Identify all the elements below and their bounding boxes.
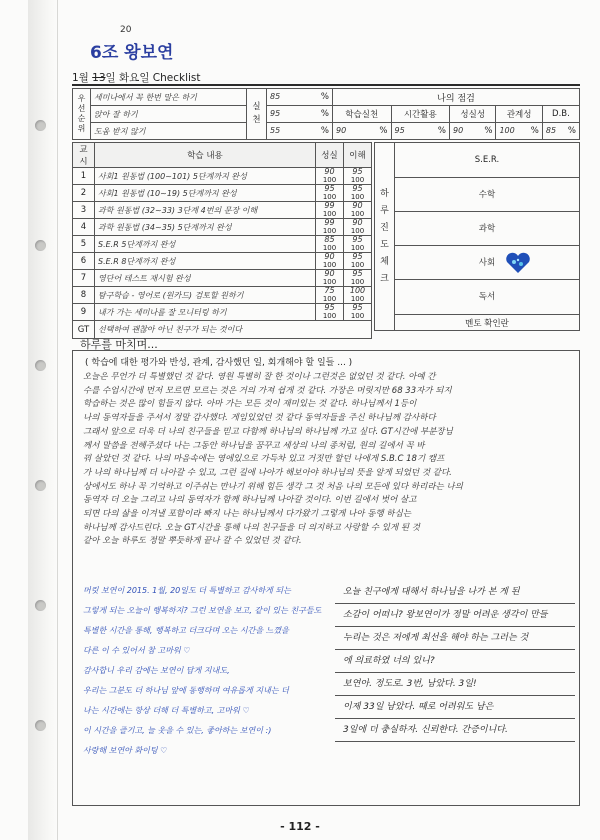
check-item: 과학 (395, 212, 579, 246)
study-content: 과학 원동법 (34~35) 5단계까지 완성 (95, 219, 316, 236)
study-row (73, 270, 372, 287)
mentor-note-line: 이제 33일 남았다. 때로 어려워도 남은 (335, 696, 575, 719)
self-check-header: 관계성 (496, 106, 542, 123)
gt-label: GT (73, 321, 95, 339)
teacher-note-line: 우리는 그분도 더 하나님 앞에 동행하며 여유롭게 지내는 더 (83, 686, 289, 695)
journal-line: 학습하는 것은 많이 힘들지 않다. 아마 가는 모든 것이 재미있는 것 같다. 하나님께서 1등이 (83, 399, 417, 410)
check-item: S.E.R. (395, 143, 579, 178)
priority-item: 도움 받지 않기 (91, 123, 247, 140)
check-item: 수학 (395, 178, 579, 212)
period-number: 2 (73, 185, 95, 202)
priority-percent: 95 % (267, 106, 333, 123)
check-item-label: 사회 (478, 258, 496, 268)
study-row (73, 287, 372, 304)
daily-check-label: 하 루 진 도 체 크 (375, 143, 395, 331)
date-label: 일 화요일 Checklist (105, 72, 201, 84)
period-number: 9 (73, 304, 95, 321)
journal-line: 하나님께 감사드린다. 오늘 GT시간을 통해 나의 친구들을 더 의지하고 사랑할 수 있게 된 것 (83, 522, 420, 533)
priority-percent: 55 % (267, 123, 333, 140)
priority-item: 앉아 잘 하기 (91, 106, 247, 123)
journal-line: 나의 동역자들을 주셔서 정말 감사했다. 게임있었던 것 같다 동역자들을 주신 하나님께 감사하다 (83, 413, 436, 424)
self-check-header: 학습실천 (333, 106, 392, 123)
study-content: 과학 원동법 (32~33) 3단계 4번의 문장 이해 (95, 202, 316, 219)
study-row (73, 185, 372, 202)
journal-text (83, 371, 571, 549)
period-number: 7 (73, 270, 95, 287)
study-row (73, 219, 372, 236)
reflection-heading: 하루를 마치며... (80, 338, 158, 351)
self-check-value: 100 % (496, 123, 542, 140)
priority-item: 세미나에서 꼭 한번 말은 하기 (91, 89, 247, 106)
self-check-value: 85 % (542, 123, 579, 140)
priority-table (72, 88, 580, 140)
sincerity-score: 90 100 (316, 168, 344, 185)
binding-margin (28, 0, 58, 840)
understanding-header: 이해 (344, 143, 372, 168)
priority-percent: 85 % (267, 89, 333, 106)
understanding-score: 95 100 (344, 304, 372, 321)
journal-line: 오늘은 무언가 더 특별했던 것 같다. 영원 특별히 잘 한 것이나 그런것은 없었던 것 같다. 아예 간 (83, 372, 436, 382)
study-content: S.E.R 8단계까지 완성 (95, 253, 316, 270)
teacher-note-line: 특별한 시간을 통해, 행복하고 더크다며 오는 시간을 느꼈을 (83, 626, 289, 635)
self-check-title: 나의 점검 (333, 89, 580, 106)
period-number: 5 (73, 236, 95, 253)
study-table (72, 142, 372, 339)
mentor-note-line: 보연아. 정도로. 3번, 남았다. 3일! (335, 673, 575, 696)
understanding-score: 90 100 (344, 202, 372, 219)
sincerity-score: 90 100 (316, 270, 344, 287)
mentor-notes (335, 581, 575, 742)
period-number: 3 (73, 202, 95, 219)
study-row (73, 304, 372, 321)
teacher-note-line: 사랑해 보연아 화이팅 ♡ (83, 746, 168, 755)
period-number: 1 (73, 168, 95, 185)
reflection-panel (72, 350, 580, 806)
journal-line: 되면 다의 삶을 이겨낼 포함이라 빠지 나는 하나님께서 다가왔기 그렇게 나아 동행 하십는 (83, 509, 412, 520)
understanding-score: 100 100 (344, 287, 372, 304)
page-number: - 112 - (280, 820, 320, 833)
mentor-label: 멘토 확인란 (395, 315, 580, 331)
study-content: 탐구학습 - 영어로 (원카드) 검토할 원하기 (95, 287, 316, 304)
check-item: 독서 (478, 292, 496, 302)
page-title (90, 25, 174, 63)
understanding-score: 95 100 (344, 185, 372, 202)
sincerity-score: 95 100 (316, 304, 344, 321)
sincerity-score: 90 100 (316, 253, 344, 270)
sincerity-score: 99 100 (316, 219, 344, 236)
mentor-note-line: 3일에 더 충실하자. 신뢰한다. 간증이니다. (335, 719, 575, 742)
mentor-note-line: 에 의료하였 너의 있니? (335, 650, 575, 673)
study-content: 영단어 테스트 재시험 완성 (95, 270, 316, 287)
exec-label: 실 천 (247, 89, 267, 140)
study-row (73, 202, 372, 219)
date-month: 1월 (72, 72, 93, 84)
sincerity-score: 95 100 (316, 185, 344, 202)
check-item-social (395, 246, 579, 280)
heart-sticker-icon (505, 252, 531, 274)
teacher-note-line: 그렇게 되는 오늘이 행복하지? 그런 보연을 보고, 같이 있는 친구들도 (83, 606, 322, 615)
self-check-header: 성실성 (450, 106, 496, 123)
period-number: 6 (73, 253, 95, 270)
study-content: S.E.R 5단계까지 완성 (95, 236, 316, 253)
self-check-value: 95 % (391, 123, 450, 140)
teacher-note-line: 다른 이 수 있어서 참 고마워 ♡ (83, 646, 191, 655)
teacher-notes (83, 581, 333, 761)
mentor-note-line: 누리는 것은 저에게 최선을 해야 하는 그러는 것 (335, 627, 575, 650)
journal-line: 가 나의 하나님께 더 나아갈 수 있고, 그런 길에 나아가 해보아야 하나님의 뜻을 알게 되었던 것 같다. (83, 467, 452, 478)
teacher-note-line: 머릿 보연이 2015. 1월, 20일도 더 특별하고 감사하게 되는 (83, 586, 291, 595)
period-number: 8 (73, 287, 95, 304)
self-check-header: 시간활용 (391, 106, 450, 123)
self-check-value: 90 % (333, 123, 392, 140)
gt-text: 선택하여 괜찮아 아닌 친구가 되는 것이다 (95, 321, 372, 339)
journal-line: 수를 수업시간에 먼저 모르면 모르는 것은 거의 가져 쉽게 것 같다. 가장은 머릿지만 68 33자가 되지 (83, 385, 452, 396)
reflection-prompt: ( 학습에 대한 평가와 반성, 관계, 감사했던 일, 회개해야 할 일들 ... ) (85, 358, 353, 368)
understanding-score: 95 100 (344, 168, 372, 185)
understanding-score: 95 100 (344, 253, 372, 270)
date-correction: 20 (120, 25, 132, 35)
study-content: 사회1 원동법 (100~101) 5단계까지 완성 (95, 168, 316, 185)
group-name: 6조 왕보연 (90, 43, 174, 63)
journal-line: 같아 오늘 하루도 정말 뿌듯하게 끝나 갈 수 있었던 것 같다. (83, 536, 302, 547)
teacher-note-line: 이 시간을 즐기고, 늘 웃을 수 있는, 좋아하는 보연이 :) (83, 726, 272, 735)
study-content: 사회1 원동법 (10~19) 5단계까지 완성 (95, 185, 316, 202)
period-header: 교시 (73, 143, 95, 168)
study-row (73, 253, 372, 270)
checklist-date (72, 70, 201, 85)
self-check-value: 90 % (450, 123, 496, 140)
study-content: 내가 가는 세미나를 잘 모니터링 하기 (95, 304, 316, 321)
understanding-score: 95 100 (344, 236, 372, 253)
journal-line: 께서 말씀을 전해주셨다 나는 그동안 하나님을 꿈꾸고 세상의 나의 종처럼, 원의 길에서 꼭 바 (83, 440, 425, 451)
content-header: 학습 내용 (95, 143, 316, 168)
sincerity-score: 75 100 (316, 287, 344, 304)
journal-line: 상에서도 하나 꼭 기억하고 이주쉬는 만나기 위해 힘든 생각 그 것 처음 나의 모든에 있다 하리라는 나의 (83, 481, 463, 492)
journal-line: 그래서 앞으로 더욱 더 나의 친구들을 믿고 다함께 하나님의 하나님께 가고 싶다. GT시간에 부분장님 (83, 426, 453, 437)
journal-line: 동역자 더 오늘 그리고 나의 동역자가 함께 하나님께 나아갈 것이다. 이번 길에서 벗어 살고 (83, 495, 417, 506)
mentor-note-line: 오늘 친구에게 대해서 하나님을 나가 본 게 된 (335, 581, 575, 604)
journal-line: 꿔 살았던 것 같다. 나의 마음속에는 영에있으로 가득차 있고 거짓만 할던 나에게 S.B.C 18기 캠프 (83, 454, 445, 465)
self-check-header: D.B. (542, 106, 579, 123)
date-day-struck: 13 (92, 72, 106, 84)
daily-check-table (374, 142, 580, 331)
sincerity-score: 99 100 (316, 202, 344, 219)
study-row (73, 236, 372, 253)
teacher-note-line: 감사합니 우리 감에는 보연이 답게 지내도, (83, 666, 230, 675)
sincerity-score: 85 100 (316, 236, 344, 253)
sincerity-header: 성실 (316, 143, 344, 168)
period-number: 4 (73, 219, 95, 236)
understanding-score: 90 100 (344, 219, 372, 236)
study-row (73, 168, 372, 185)
mentor-note-line: 소감이 어떠니? 왕보연이가 정말 어려운 생각이 만들 (335, 604, 575, 627)
title-rule (72, 84, 580, 86)
understanding-score: 95 100 (344, 270, 372, 287)
teacher-note-line: 나는 시간에는 항상 더해 더 특별하고, 고마워 ♡ (83, 706, 250, 715)
priority-label: 우 선 순 위 (73, 89, 91, 140)
